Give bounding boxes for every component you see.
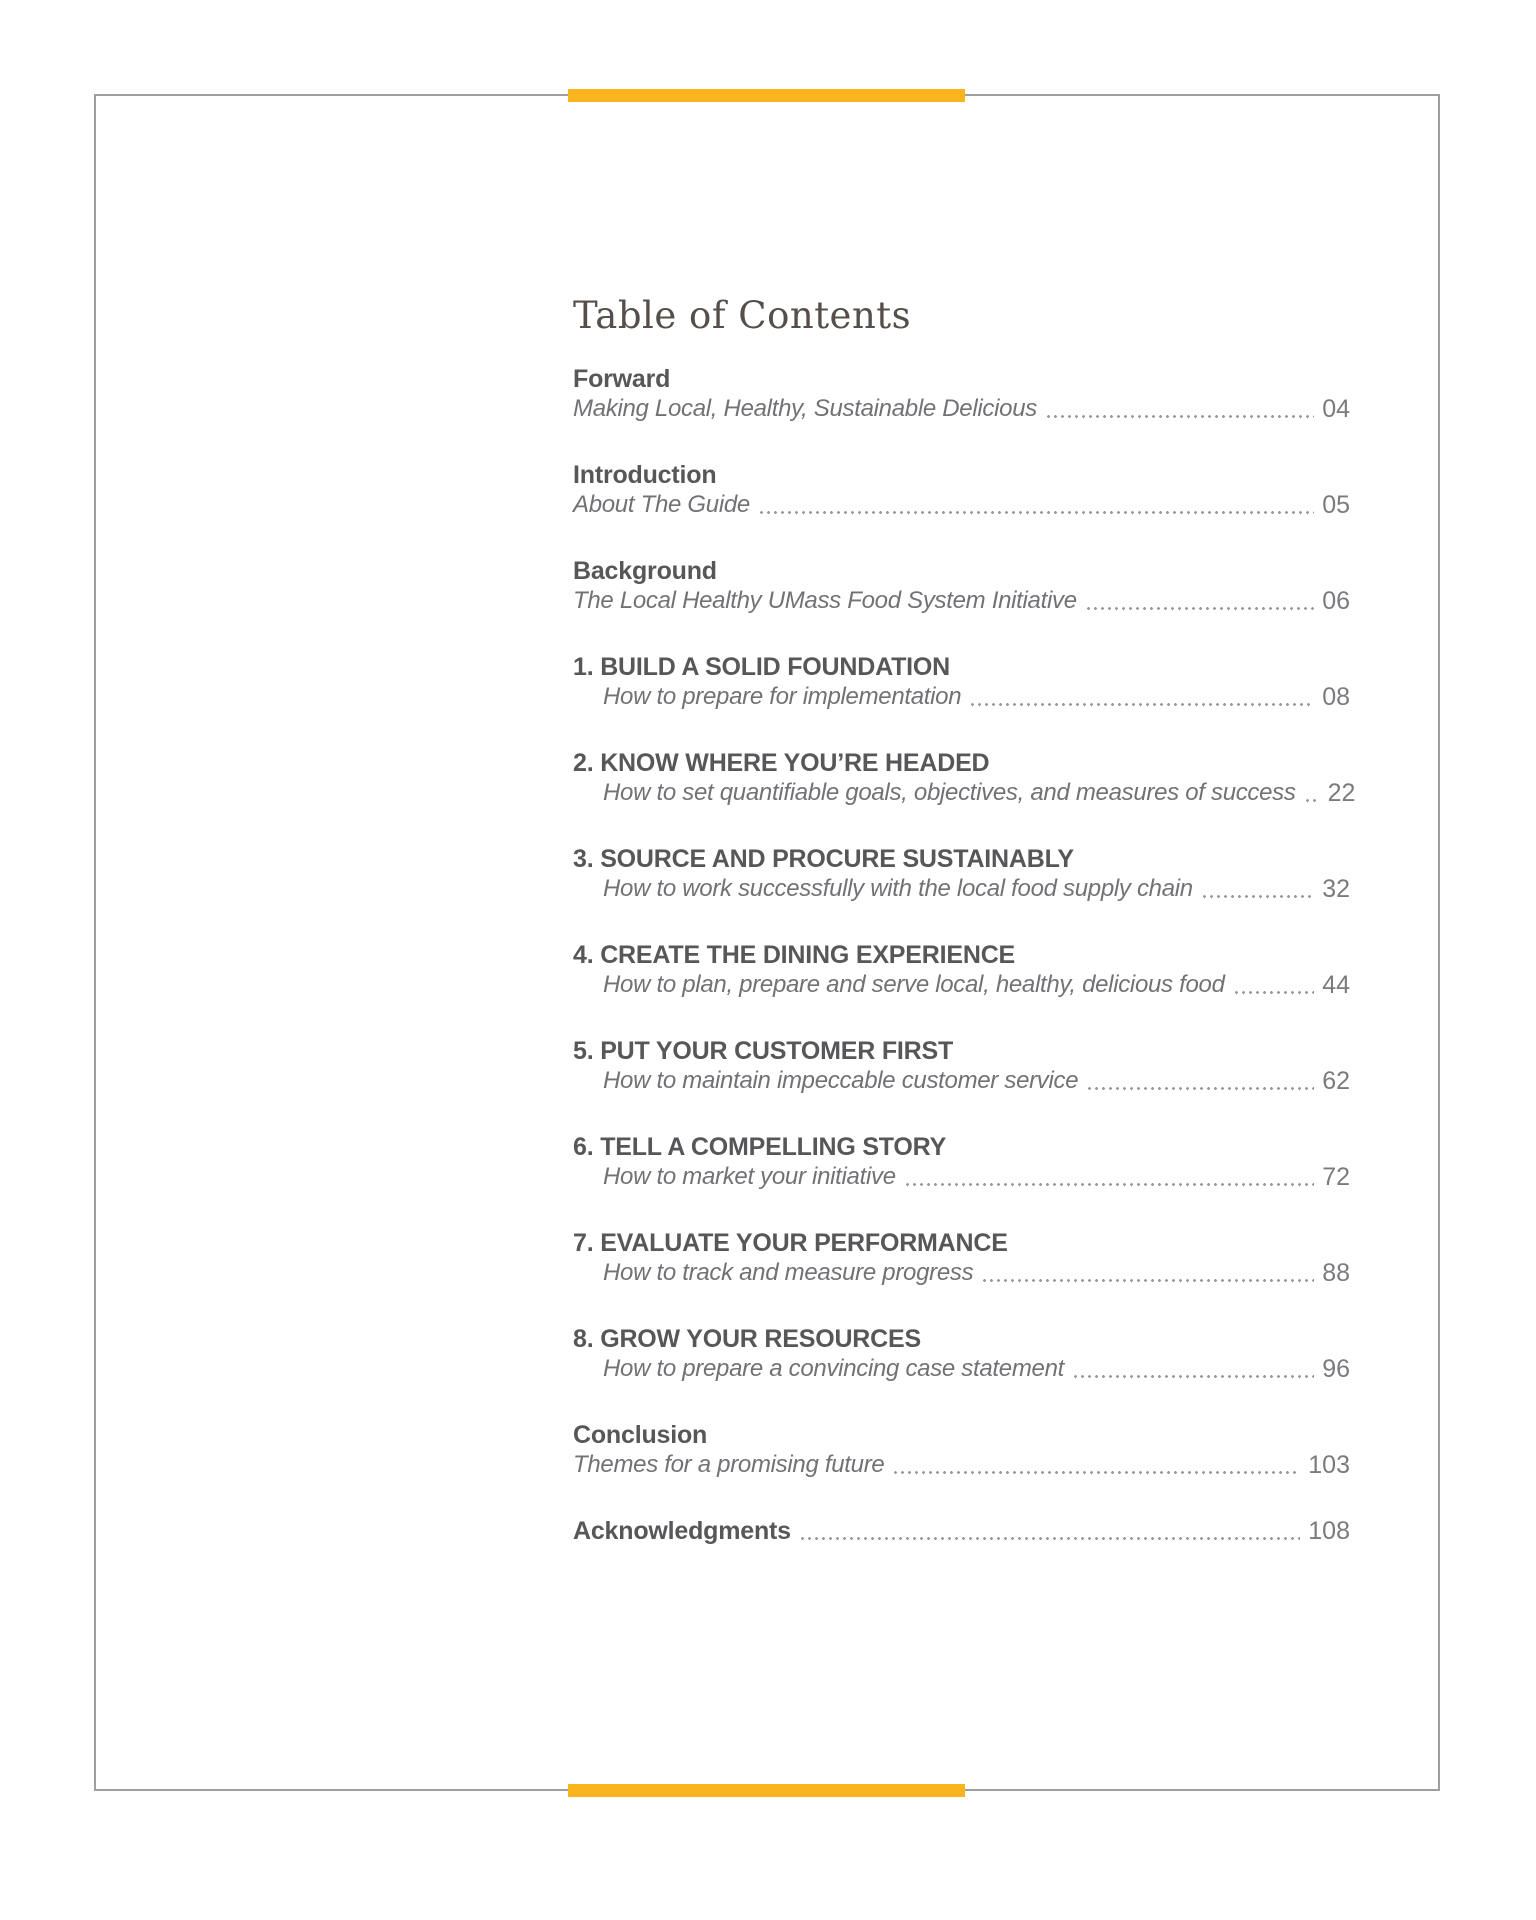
toc-entry	[573, 1228, 1350, 1288]
toc-entry-subtitle: Making Local, Healthy, Sustainable Delicious	[573, 395, 1037, 422]
toc-entry-page-number: 103	[1308, 1451, 1350, 1479]
toc-entry-list	[573, 364, 1356, 1546]
toc-entry-page-number: 04	[1322, 395, 1350, 423]
toc-entry-page-number: 44	[1322, 971, 1350, 999]
toc-entry-heading: Acknowledgments	[573, 1517, 791, 1545]
dotted-leader	[981, 1279, 1314, 1282]
toc-entry-page-number: 96	[1322, 1355, 1350, 1383]
toc-entry	[573, 556, 1350, 616]
dotted-leader	[758, 511, 1314, 514]
toc-entry-subtitle: How to prepare a convincing case statement	[603, 1355, 1064, 1382]
toc-entry-heading: 8. GROW YOUR RESOURCES	[573, 1325, 921, 1353]
toc-entry-subtitle: About The Guide	[573, 491, 750, 518]
toc-entry	[573, 1516, 1350, 1546]
toc-entry-subtitle: How to set quantifiable goals, objectives, and measures of success	[603, 779, 1296, 806]
toc-entry-page-number: 88	[1322, 1259, 1350, 1287]
dotted-leader	[1304, 799, 1320, 802]
dotted-leader	[904, 1183, 1314, 1186]
toc-entry-heading: Forward	[573, 365, 671, 393]
dotted-leader	[1072, 1375, 1314, 1378]
bottom-accent-bar	[568, 1784, 965, 1797]
toc-entry-page-number: 62	[1322, 1067, 1350, 1095]
toc-entry-page-number: 72	[1322, 1163, 1350, 1191]
toc-entry	[573, 748, 1356, 808]
toc-entry-page-number: 08	[1322, 683, 1350, 711]
dotted-leader	[892, 1471, 1300, 1474]
toc-entry	[573, 1132, 1350, 1192]
dotted-leader	[1233, 991, 1315, 994]
toc-entry-subtitle: How to prepare for implementation	[603, 683, 962, 710]
toc-entry-heading: Background	[573, 557, 717, 585]
toc-entry-heading: Introduction	[573, 461, 717, 489]
toc-entry	[573, 1036, 1350, 1096]
toc-entry-page-number: 32	[1322, 875, 1350, 903]
toc-entry-subtitle: How to market your initiative	[603, 1163, 896, 1190]
toc-entry	[573, 460, 1350, 520]
dotted-leader	[1045, 415, 1314, 418]
dotted-leader	[1086, 1087, 1314, 1090]
toc-entry-subtitle: The Local Healthy UMass Food System Initiative	[573, 587, 1077, 614]
dotted-leader	[1085, 607, 1314, 610]
top-accent-bar	[568, 89, 965, 102]
toc-entry	[573, 1420, 1350, 1480]
toc-entry-subtitle: How to work successfully with the local food supply chain	[603, 875, 1193, 902]
toc-entry-heading: 2. KNOW WHERE YOU’RE HEADED	[573, 749, 990, 777]
toc-entry-heading: 6. TELL A COMPELLING STORY	[573, 1133, 947, 1161]
toc-entry-page-number: 22	[1327, 779, 1356, 807]
toc-entry	[573, 364, 1350, 424]
toc-entry-heading: Conclusion	[573, 1421, 708, 1449]
toc-entry-page-number: 108	[1308, 1517, 1350, 1545]
toc-entry-page-number: 05	[1322, 491, 1350, 519]
toc-entry-subtitle: How to track and measure progress	[603, 1259, 974, 1286]
toc-entry	[573, 652, 1350, 712]
toc-entry-subtitle: Themes for a promising future	[573, 1451, 885, 1478]
toc-entry-subtitle: How to maintain impeccable customer service	[603, 1067, 1079, 1094]
dotted-leader	[1201, 895, 1314, 898]
dotted-leader	[969, 703, 1314, 706]
toc-entry-heading: 5. PUT YOUR CUSTOMER FIRST	[573, 1037, 954, 1065]
dotted-leader	[799, 1537, 1300, 1540]
toc-entry	[573, 940, 1350, 1000]
toc-entry-subtitle: How to plan, prepare and serve local, healthy, delicious food	[603, 971, 1225, 998]
toc-entry-heading: 3. SOURCE AND PROCURE SUSTAINABLY	[573, 845, 1074, 873]
toc-entry-heading: 4. CREATE THE DINING EXPERIENCE	[573, 941, 1016, 969]
toc-entry-page-number: 06	[1322, 587, 1350, 615]
toc-entry	[573, 844, 1350, 904]
toc-entry-heading: 7. EVALUATE YOUR PERFORMANCE	[573, 1229, 1008, 1257]
table-of-contents	[573, 294, 1356, 1582]
toc-entry	[573, 1324, 1350, 1384]
toc-entry-heading: 1. BUILD A SOLID FOUNDATION	[573, 653, 950, 681]
page-title: Table of Contents	[573, 294, 912, 337]
